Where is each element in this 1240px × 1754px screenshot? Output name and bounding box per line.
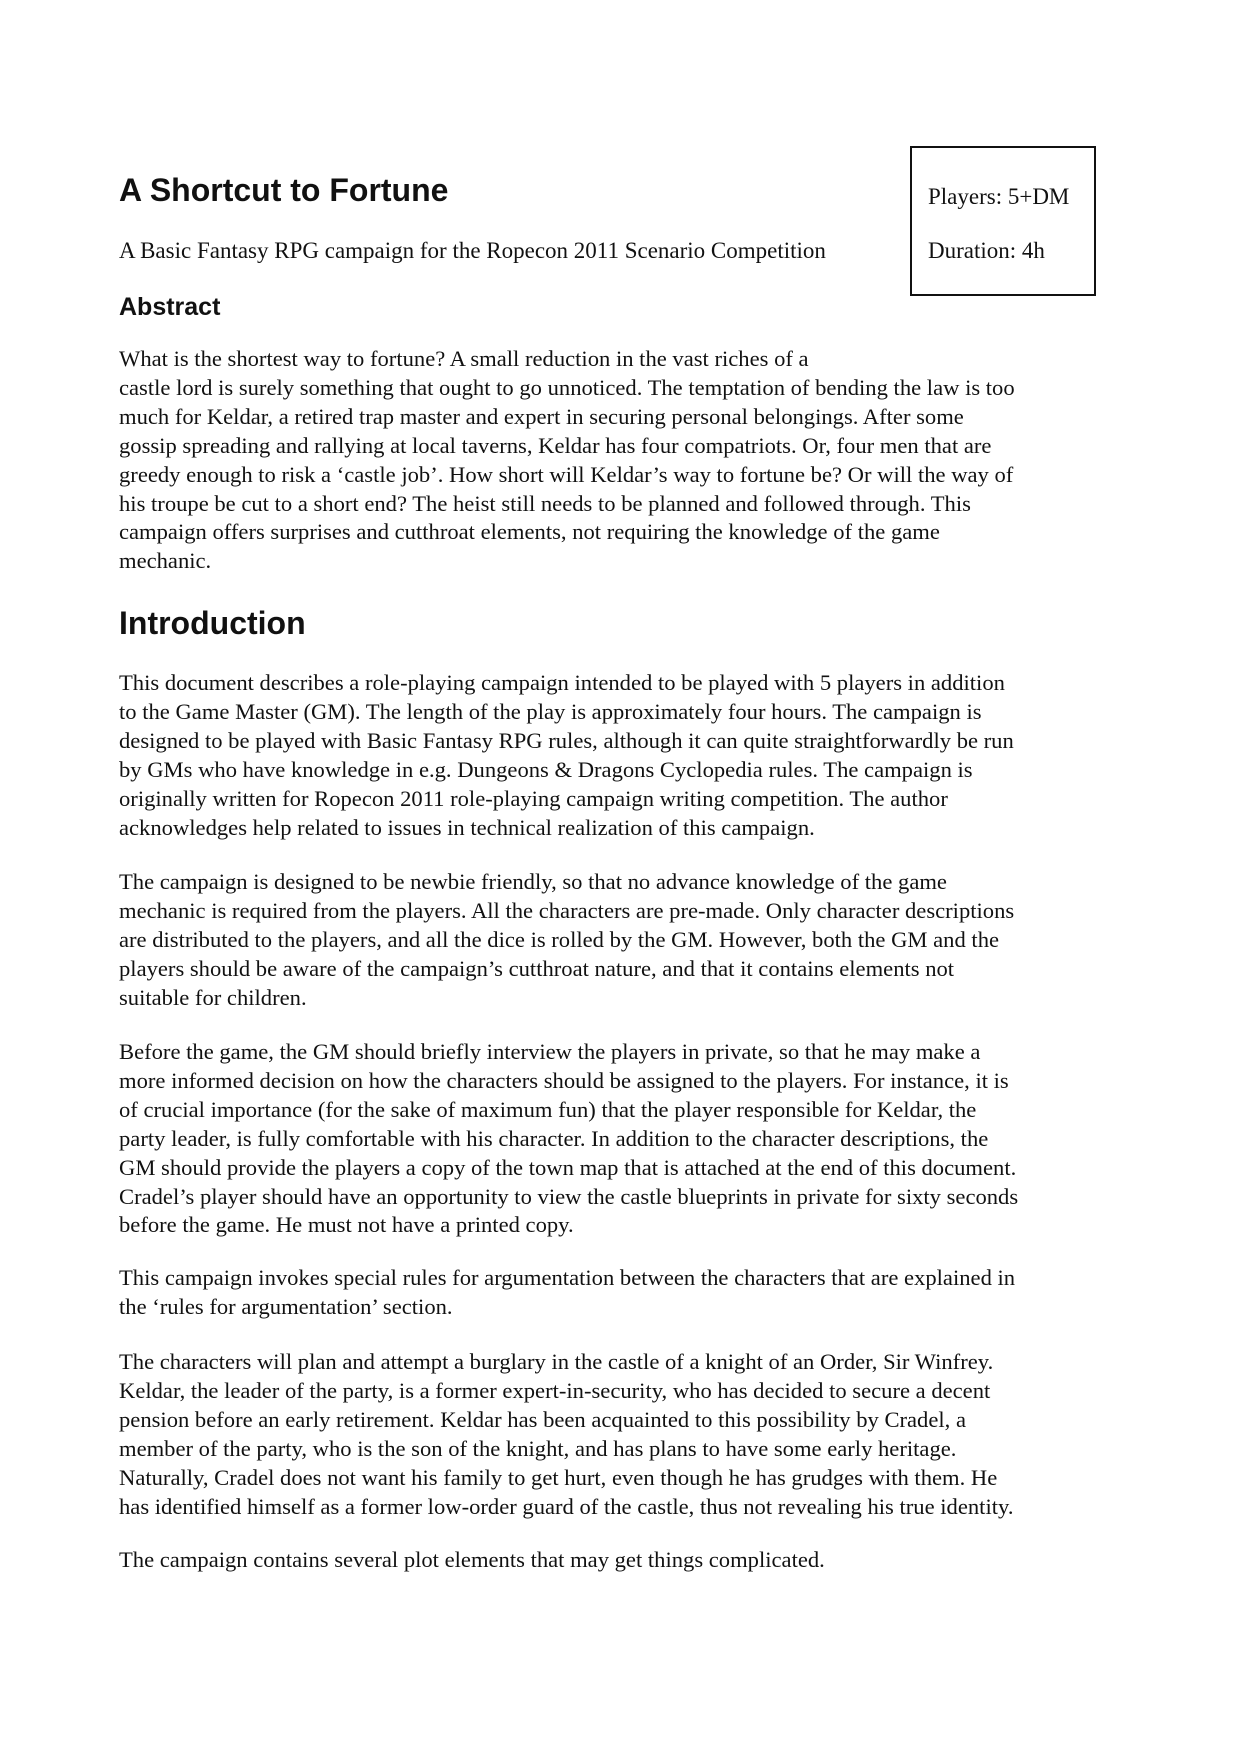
intro-paragraph-2: [119, 868, 1014, 1013]
document-title: A Shortcut to Fortune: [119, 172, 449, 208]
text-line: This campaign invokes special rules for argumentation between the characters that are explained in: [119, 1265, 1016, 1290]
game-info-box: [910, 146, 1096, 296]
text-line: before the game. He must not have a printed copy.: [119, 1212, 574, 1238]
document-subtitle: A Basic Fantasy RPG campaign for the Ropecon 2011 Scenario Competition: [119, 238, 826, 263]
players-count: Players: 5+DM: [928, 184, 1070, 209]
text-line: The characters will plan and attempt a burglary in the castle of a knight of an Order, Sir Winfrey.: [119, 1349, 994, 1374]
text-line: Keldar, the leader of the party, is a former expert-in-security, who has decided to secure a decent: [119, 1377, 991, 1403]
text-line: are distributed to the players, and all the dice is rolled by the GM. However, both the GM and the: [119, 926, 1000, 952]
text-line: mechanic is required from the players. All the characters are pre-made. Only character descriptions: [119, 897, 1015, 923]
text-line: designed to be played with Basic Fantasy RPG rules, although it can quite straightforwardly be run: [119, 727, 1014, 753]
text-line: What is the shortest way to fortune? A small reduction in the vast riches of a: [119, 346, 809, 371]
text-line: Cradel’s player should have an opportunity to view the castle blueprints in private for sixty seconds: [119, 1183, 1019, 1209]
text-line: to the Game Master (GM). The length of the play is approximately four hours. The campaign is: [119, 698, 982, 724]
text-line: This document describes a role-playing campaign intended to be played with 5 players in addition: [119, 670, 1005, 695]
play-duration: Duration: 4h: [928, 238, 1045, 263]
text-line: suitable for children.: [119, 984, 307, 1010]
intro-paragraph-6: [119, 1546, 825, 1575]
text-line: his troupe be cut to a short end? The heist still needs to be planned and followed through. This: [119, 490, 971, 516]
intro-paragraph-1: [119, 669, 1014, 842]
text-line: by GMs who have knowledge in e.g. Dungeons & Dragons Cyclopedia rules. The campaign is: [119, 756, 973, 782]
text-line: party leader, is fully comfortable with his character. In addition to the character descriptions, the: [119, 1125, 989, 1151]
text-line: GM should provide the players a copy of the town map that is attached at the end of this document.: [119, 1154, 1017, 1180]
text-line: Before the game, the GM should briefly interview the players in private, so that he may make a: [119, 1039, 981, 1064]
text-line: castle lord is surely something that ought to go unnoticed. The temptation of bending the law is too: [119, 374, 1015, 400]
text-line: Naturally, Cradel does not want his family to get hurt, even though he has grudges with them. He: [119, 1464, 998, 1490]
text-line: The campaign contains several plot elements that may get things complicated.: [119, 1547, 825, 1572]
text-line: acknowledges help related to issues in technical realization of this campaign.: [119, 814, 815, 840]
intro-paragraph-3: [119, 1038, 1018, 1240]
text-line: of crucial importance (for the sake of maximum fun) that the player responsible for Keldar, the: [119, 1096, 977, 1122]
abstract-paragraph: [119, 345, 1015, 576]
text-line: more informed decision on how the characters should be assigned to the players. For instance, it is: [119, 1067, 1009, 1093]
abstract-heading: Abstract: [119, 293, 221, 321]
text-line: The campaign is designed to be newbie friendly, so that no advance knowledge of the game: [119, 869, 947, 894]
text-line: greedy enough to risk a ‘castle job’. How short will Keldar’s way to fortune be? Or will the way of: [119, 461, 1014, 487]
text-line: much for Keldar, a retired trap master and expert in securing personal belongings. After some: [119, 403, 964, 429]
text-line: member of the party, who is the son of the knight, and has plans to have some early heritage.: [119, 1435, 957, 1461]
intro-paragraph-4: [119, 1264, 1015, 1322]
introduction-heading: Introduction: [119, 605, 306, 641]
text-line: campaign offers surprises and cutthroat elements, not requiring the knowledge of the game: [119, 519, 940, 545]
text-line: pension before an early retirement. Keldar has been acquainted to this possibility by Cradel, a: [119, 1406, 966, 1432]
text-line: the ‘rules for argumentation’ section.: [119, 1293, 453, 1319]
text-line: gossip spreading and rallying at local taverns, Keldar has four compatriots. Or, four men that are: [119, 432, 992, 458]
text-line: originally written for Ropecon 2011 role-playing campaign writing competition. The author: [119, 785, 948, 811]
text-line: players should be aware of the campaign’s cutthroat nature, and that it contains elements not: [119, 955, 955, 981]
intro-paragraph-5: [119, 1348, 1013, 1521]
text-line: mechanic.: [119, 548, 212, 574]
text-line: has identified himself as a former low-order guard of the castle, thus not revealing his true identity.: [119, 1493, 1014, 1519]
